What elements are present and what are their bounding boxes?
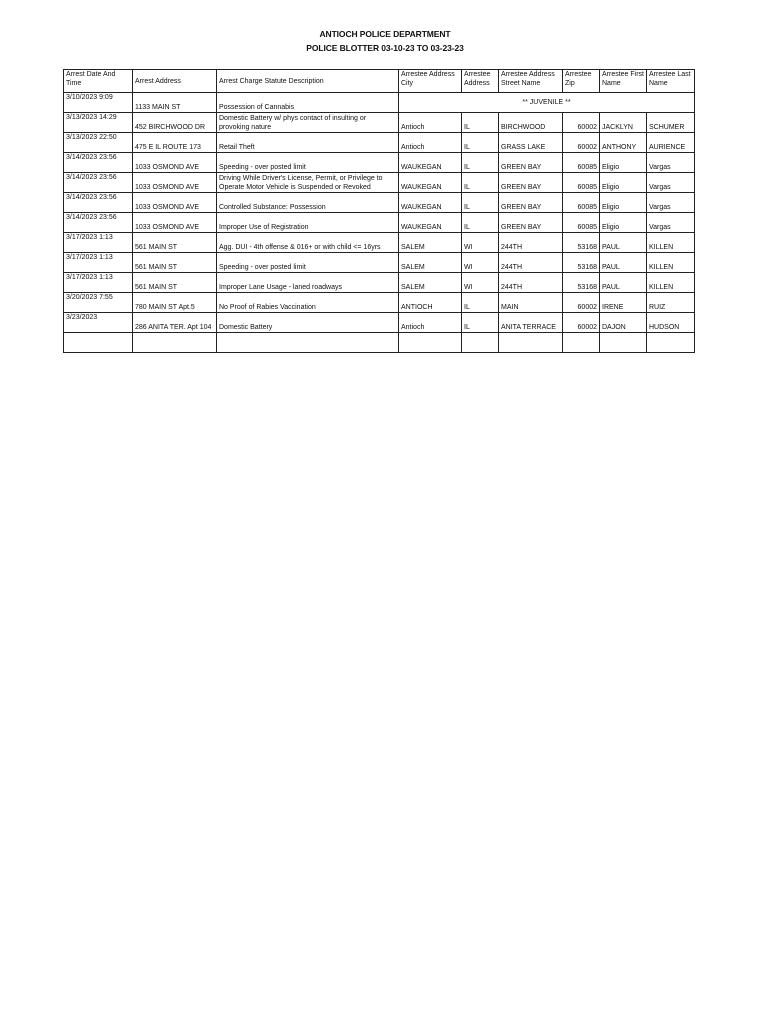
cell-arrestee-city: Antioch: [399, 113, 462, 133]
cell-arrestee-address: IL: [462, 293, 499, 313]
cell-arrestee-last-name: Vargas: [647, 193, 695, 213]
table-row: [64, 273, 695, 293]
cell-arrestee-first-name: Eligio: [600, 153, 647, 173]
cell-arrestee-street: GREEN BAY: [499, 153, 563, 173]
table-row: [64, 193, 695, 213]
empty-cell: [600, 333, 647, 353]
cell-charge-description: Possession of Cannabis: [217, 93, 399, 113]
col-arrestee-address: Arrestee Address: [462, 70, 499, 93]
cell-arrestee-city: SALEM: [399, 233, 462, 253]
cell-arrestee-address: WI: [462, 253, 499, 273]
empty-row: [64, 333, 695, 353]
empty-cell: [133, 333, 217, 353]
cell-arrestee-zip: 53168: [563, 253, 600, 273]
cell-arrest-address: 561 MAIN ST: [133, 273, 217, 293]
empty-cell: [64, 333, 133, 353]
table-row: [64, 133, 695, 153]
col-arrestee-last-name: Arrestee Last Name: [647, 70, 695, 93]
empty-cell: [563, 333, 600, 353]
cell-arrestee-address: IL: [462, 133, 499, 153]
cell-arrestee-city: ANTIOCH: [399, 293, 462, 313]
cell-arrestee-first-name: Eligio: [600, 173, 647, 193]
table-row: [64, 93, 695, 113]
cell-arrestee-zip: 60002: [563, 113, 600, 133]
cell-arrest-address: 561 MAIN ST: [133, 233, 217, 253]
table-row: [64, 153, 695, 173]
cell-arrestee-street: 244TH: [499, 253, 563, 273]
cell-arrestee-zip: 53168: [563, 233, 600, 253]
cell-arrestee-address: IL: [462, 313, 499, 333]
cell-arrest-date: 3/14/2023 23:56: [64, 173, 133, 193]
cell-arrestee-street: GREEN BAY: [499, 173, 563, 193]
table-row: [64, 213, 695, 233]
cell-charge-description: No Proof of Rabies Vaccination: [217, 293, 399, 313]
cell-arrestee-address: IL: [462, 113, 499, 133]
cell-arrest-address: 1033 OSMOND AVE: [133, 173, 217, 193]
cell-arrestee-street: 244TH: [499, 233, 563, 253]
cell-charge-description: Speeding - over posted limit: [217, 153, 399, 173]
cell-arrestee-first-name: PAUL: [600, 233, 647, 253]
cell-charge-description: Domestic Battery w/ phys contact of insulting or provoking nature: [217, 113, 399, 133]
cell-charge-description: Driving While Driver's License, Permit, or Privilege to Operate Motor Vehicle is Suspended or Revoked: [217, 173, 399, 193]
table-row: [64, 233, 695, 253]
police-blotter-table: [63, 69, 695, 353]
cell-arrest-date: 3/13/2023 14:29: [64, 113, 133, 133]
cell-arrestee-last-name: KILLEN: [647, 273, 695, 293]
cell-charge-description: Improper Lane Usage - laned roadways: [217, 273, 399, 293]
cell-arrestee-zip: 53168: [563, 273, 600, 293]
cell-arrestee-city: SALEM: [399, 253, 462, 273]
cell-arrestee-zip: 60085: [563, 213, 600, 233]
cell-arrest-address: 780 MAIN ST Apt.5: [133, 293, 217, 313]
cell-arrestee-first-name: ANTHONY: [600, 133, 647, 153]
cell-arrestee-street: MAIN: [499, 293, 563, 313]
cell-arrestee-street: GREEN BAY: [499, 213, 563, 233]
department-title: ANTIOCH POLICE DEPARTMENT: [319, 29, 451, 39]
cell-arrestee-last-name: Vargas: [647, 213, 695, 233]
table-row: [64, 293, 695, 313]
cell-arrestee-street: BIRCHWOOD: [499, 113, 563, 133]
cell-arrest-date: 3/13/2023 22:50: [64, 133, 133, 153]
cell-arrestee-city: WAUKEGAN: [399, 213, 462, 233]
cell-arrest-address: 1133 MAIN ST: [133, 93, 217, 113]
empty-cell: [399, 333, 462, 353]
cell-arrestee-street: GREEN BAY: [499, 193, 563, 213]
cell-arrestee-city: Antioch: [399, 313, 462, 333]
cell-arrestee-zip: 60085: [563, 173, 600, 193]
cell-arrestee-address: IL: [462, 193, 499, 213]
cell-arrest-address: 452 BIRCHWOOD DR: [133, 113, 217, 133]
table-row: [64, 113, 695, 133]
col-arrestee-street: Arrestee Address Street Name: [499, 70, 563, 93]
col-arrest-date: Arrest Date And Time: [64, 70, 133, 93]
col-arrest-address: Arrest Address: [133, 70, 217, 93]
cell-arrestee-last-name: SCHUMER: [647, 113, 695, 133]
cell-arrest-address: 1033 OSMOND AVE: [133, 213, 217, 233]
juvenile-note: ** JUVENILE **: [399, 93, 695, 113]
col-arrestee-first-name: Arrestee First Name: [600, 70, 647, 93]
table-row: [64, 253, 695, 273]
cell-arrest-date: 3/10/2023 9:09: [64, 93, 133, 113]
blotter-date-range: POLICE BLOTTER 03-10-23 TO 03-23-23: [306, 43, 464, 53]
col-arrestee-city: Arrestee Address City: [399, 70, 462, 93]
empty-cell: [217, 333, 399, 353]
cell-arrestee-last-name: Vargas: [647, 173, 695, 193]
cell-arrestee-last-name: Vargas: [647, 153, 695, 173]
cell-arrestee-city: WAUKEGAN: [399, 153, 462, 173]
cell-arrestee-address: WI: [462, 233, 499, 253]
cell-arrestee-last-name: HUDSON: [647, 313, 695, 333]
table-header-row: [64, 70, 695, 93]
empty-cell: [647, 333, 695, 353]
cell-arrestee-last-name: AURIENCE: [647, 133, 695, 153]
cell-arrestee-address: IL: [462, 153, 499, 173]
cell-arrestee-city: WAUKEGAN: [399, 173, 462, 193]
cell-arrestee-city: WAUKEGAN: [399, 193, 462, 213]
cell-arrestee-zip: 60002: [563, 133, 600, 153]
cell-charge-description: Improper Use of Registration: [217, 213, 399, 233]
cell-arrest-date: 3/14/2023 23:56: [64, 153, 133, 173]
cell-arrestee-address: WI: [462, 273, 499, 293]
empty-cell: [462, 333, 499, 353]
cell-arrestee-street: ANITA TERRACE: [499, 313, 563, 333]
cell-arrest-address: 1033 OSMOND AVE: [133, 153, 217, 173]
cell-arrestee-address: IL: [462, 213, 499, 233]
table-row: [64, 313, 695, 333]
cell-arrest-date: 3/17/2023 1:13: [64, 253, 133, 273]
cell-arrest-date: 3/14/2023 23:56: [64, 193, 133, 213]
cell-arrestee-first-name: JACKLYN: [600, 113, 647, 133]
cell-arrest-address: 561 MAIN ST: [133, 253, 217, 273]
cell-arrestee-last-name: KILLEN: [647, 233, 695, 253]
table-row: [64, 173, 695, 193]
cell-arrestee-street: 244TH: [499, 273, 563, 293]
cell-arrestee-city: SALEM: [399, 273, 462, 293]
cell-arrestee-zip: 60085: [563, 193, 600, 213]
col-arrestee-zip: Arrestee Zip: [563, 70, 600, 93]
cell-arrestee-first-name: DAJON: [600, 313, 647, 333]
cell-arrestee-last-name: RUIZ: [647, 293, 695, 313]
cell-arrest-date: 3/17/2023 1:13: [64, 233, 133, 253]
cell-arrestee-street: GRASS LAKE: [499, 133, 563, 153]
cell-arrestee-first-name: Eligio: [600, 193, 647, 213]
cell-arrest-address: 1033 OSMOND AVE: [133, 193, 217, 213]
cell-arrestee-first-name: IRENE: [600, 293, 647, 313]
cell-charge-description: Controlled Substance: Possession: [217, 193, 399, 213]
cell-arrest-date: 3/20/2023 7:55: [64, 293, 133, 313]
cell-arrestee-first-name: PAUL: [600, 253, 647, 273]
cell-arrest-date: 3/17/2023 1:13: [64, 273, 133, 293]
empty-cell: [499, 333, 563, 353]
cell-arrest-address: 475 E IL ROUTE 173: [133, 133, 217, 153]
cell-arrestee-first-name: PAUL: [600, 273, 647, 293]
cell-arrestee-city: Antioch: [399, 133, 462, 153]
cell-arrest-address: 286 ANITA TER. Apt 104: [133, 313, 217, 333]
cell-arrestee-first-name: Eligio: [600, 213, 647, 233]
cell-charge-description: Speeding - over posted limit: [217, 253, 399, 273]
cell-arrestee-zip: 60002: [563, 293, 600, 313]
col-charge-description: Arrest Charge Statute Description: [217, 70, 399, 93]
cell-arrest-date: 3/23/2023: [64, 313, 133, 333]
cell-arrestee-zip: 60002: [563, 313, 600, 333]
cell-arrest-date: 3/14/2023 23:56: [64, 213, 133, 233]
cell-charge-description: Retail Theft: [217, 133, 399, 153]
cell-arrestee-last-name: KILLEN: [647, 253, 695, 273]
cell-charge-description: Agg. DUI - 4th offense & 016+ or with child <= 16yrs: [217, 233, 399, 253]
cell-arrestee-zip: 60085: [563, 153, 600, 173]
cell-arrestee-address: IL: [462, 173, 499, 193]
cell-charge-description: Domestic Battery: [217, 313, 399, 333]
